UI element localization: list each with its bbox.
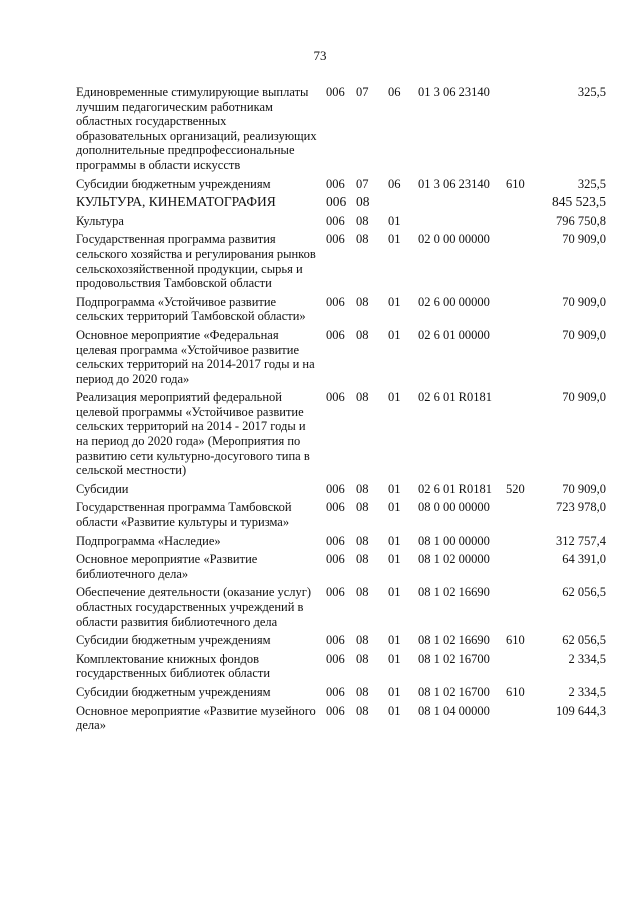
row-ved: 006 bbox=[326, 85, 345, 99]
table-row bbox=[76, 390, 606, 478]
row-pr: 01 bbox=[388, 533, 401, 548]
row-vr bbox=[506, 232, 532, 290]
row-vr bbox=[506, 390, 532, 478]
table-row bbox=[76, 214, 606, 229]
row-ved: 006 bbox=[326, 684, 345, 699]
row-vr bbox=[506, 534, 532, 549]
table-row bbox=[76, 585, 606, 629]
row-name: Субсидии bbox=[76, 481, 129, 496]
row-name: Подпрограмма «Наследие» bbox=[76, 533, 221, 548]
row-name: Единовременные стимулирующие выплаты лучшим педагогическим работникам областных государственных образовательных организаций, реализующих дополнительные предпрофессиональные программы в области искусств bbox=[76, 85, 317, 172]
table-row bbox=[76, 552, 606, 581]
row-pr: 01 bbox=[388, 633, 401, 648]
row-rz: 08 bbox=[356, 481, 369, 496]
row-rz: 08 bbox=[356, 633, 369, 648]
row-name: Государственная программа развития сельского хозяйства и регулирования рынков сельскохозяйственной продукции, сырья и продовольствия Тамбовской области bbox=[76, 232, 316, 291]
row-ved: 006 bbox=[326, 651, 345, 666]
row-rz: 08 bbox=[356, 684, 369, 699]
row-csr: 08 1 02 00000 bbox=[418, 552, 490, 567]
row-csr: 02 0 00 00000 bbox=[418, 232, 490, 247]
row-amount: 70 909,0 bbox=[562, 481, 606, 496]
row-name: Основное мероприятие «Федеральная целевая программа «Устойчивое развитие сельских территорий на 2014-2017 годы и на период до 2020 года» bbox=[76, 327, 315, 386]
row-name: Основное мероприятие «Развитие музейного дела» bbox=[76, 703, 316, 733]
row-ved: 006 bbox=[326, 390, 345, 405]
row-csr: 01 3 06 23140 bbox=[418, 85, 490, 99]
row-pr: 01 bbox=[388, 651, 401, 666]
row-ved: 006 bbox=[326, 194, 347, 210]
row-name: Реализация мероприятий федеральной целевой программы «Устойчивое развитие сельских территорий на 2014 - 2017 годы и на период до 2020 года» (Мероприятия по развитию сети культурно-досугового типа в сельской местности) bbox=[76, 390, 310, 478]
row-pr: 06 bbox=[388, 176, 401, 191]
row-amount: 70 909,0 bbox=[562, 294, 606, 309]
row-pr: 01 bbox=[388, 390, 401, 405]
row-pr: 01 bbox=[388, 585, 401, 600]
row-amount: 62 056,5 bbox=[562, 585, 606, 600]
row-rz: 07 bbox=[356, 85, 369, 99]
budget-table bbox=[76, 85, 606, 737]
row-rz: 08 bbox=[356, 651, 369, 666]
row-name: Субсидии бюджетным учреждениям bbox=[76, 684, 271, 699]
row-ved: 006 bbox=[326, 533, 345, 548]
row-name: Комплектование книжных фондов государственных библиотек области bbox=[76, 651, 271, 681]
row-csr: 08 1 02 16690 bbox=[418, 585, 490, 600]
row-vr bbox=[506, 585, 532, 629]
row-vr bbox=[506, 295, 532, 324]
row-ved: 006 bbox=[326, 294, 345, 309]
row-csr: 02 6 01 R0181 bbox=[418, 481, 492, 496]
row-rz: 08 bbox=[356, 213, 369, 228]
row-rz: 07 bbox=[356, 176, 369, 191]
table-row bbox=[76, 633, 606, 648]
row-pr: 01 bbox=[388, 684, 401, 699]
row-csr bbox=[418, 195, 496, 210]
row-amount: 312 757,4 bbox=[556, 533, 606, 548]
row-pr: 01 bbox=[388, 703, 401, 718]
row-rz: 08 bbox=[356, 390, 369, 405]
row-ved: 006 bbox=[326, 500, 345, 515]
row-amount: 325,5 bbox=[577, 176, 606, 191]
row-amount: 845 523,5 bbox=[552, 194, 606, 210]
table-row bbox=[76, 534, 606, 549]
row-rz: 08 bbox=[356, 585, 369, 600]
row-ved: 006 bbox=[326, 176, 345, 191]
row-rz: 08 bbox=[356, 232, 369, 247]
row-pr: 01 bbox=[388, 232, 401, 247]
row-vr bbox=[506, 85, 532, 173]
row-csr: 08 1 02 16700 bbox=[418, 684, 490, 699]
row-vr: 610 bbox=[506, 633, 525, 648]
row-pr: 01 bbox=[388, 213, 401, 228]
table-row bbox=[76, 704, 606, 733]
row-csr: 08 1 02 16690 bbox=[418, 633, 490, 648]
row-name: Субсидии бюджетным учреждениям bbox=[76, 633, 271, 648]
row-ved: 006 bbox=[326, 703, 345, 718]
table-row bbox=[76, 232, 606, 290]
row-amount: 64 391,0 bbox=[562, 552, 606, 567]
row-vr bbox=[506, 195, 532, 210]
row-name: КУЛЬТУРА, КИНЕМАТОГРАФИЯ bbox=[76, 194, 276, 210]
page-number: 73 bbox=[313, 48, 327, 63]
row-rz: 08 bbox=[356, 194, 370, 210]
table-row bbox=[76, 328, 606, 386]
table-row bbox=[76, 295, 606, 324]
row-pr: 01 bbox=[388, 481, 401, 496]
row-name: Культура bbox=[76, 213, 124, 228]
row-csr: 08 0 00 00000 bbox=[418, 500, 490, 515]
table-row bbox=[76, 500, 606, 529]
row-vr: 520 bbox=[506, 481, 525, 496]
row-csr: 02 6 01 R0181 bbox=[418, 390, 492, 405]
row-rz: 08 bbox=[356, 500, 369, 515]
row-csr: 08 1 02 16700 bbox=[418, 651, 490, 666]
row-amount: 62 056,5 bbox=[562, 633, 606, 648]
row-rz: 08 bbox=[356, 552, 369, 567]
row-ved: 006 bbox=[326, 552, 345, 567]
row-amount: 796 750,8 bbox=[556, 213, 606, 228]
table-row bbox=[76, 85, 606, 173]
row-vr bbox=[506, 214, 532, 229]
row-pr: 01 bbox=[388, 552, 401, 567]
row-vr: 610 bbox=[506, 684, 525, 699]
row-name: Субсидии бюджетным учреждениям bbox=[76, 176, 271, 191]
row-ved: 006 bbox=[326, 213, 345, 228]
row-ved: 006 bbox=[326, 633, 345, 648]
row-csr: 02 6 00 00000 bbox=[418, 294, 490, 309]
row-amount: 2 334,5 bbox=[568, 684, 606, 699]
row-pr: 01 bbox=[388, 500, 401, 515]
row-pr: 06 bbox=[388, 85, 401, 99]
row-vr bbox=[506, 652, 532, 681]
row-amount: 70 909,0 bbox=[562, 390, 606, 405]
table-row bbox=[76, 685, 606, 700]
row-amount: 325,5 bbox=[577, 85, 606, 99]
row-csr: 01 3 06 23140 bbox=[418, 176, 490, 191]
row-ved: 006 bbox=[326, 327, 345, 342]
row-csr: 08 1 04 00000 bbox=[418, 703, 490, 718]
row-csr bbox=[418, 214, 496, 229]
row-vr bbox=[506, 500, 532, 529]
row-ved: 006 bbox=[326, 481, 345, 496]
row-vr bbox=[506, 704, 532, 733]
row-csr: 02 6 01 00000 bbox=[418, 327, 490, 342]
row-name: Обеспечение деятельности (оказание услуг) областных государственных учреждений в области развития библиотечного дела bbox=[76, 585, 312, 629]
row-rz: 08 bbox=[356, 294, 369, 309]
row-vr bbox=[506, 328, 532, 386]
row-amount: 109 644,3 bbox=[556, 703, 606, 718]
row-pr: 01 bbox=[388, 327, 401, 342]
row-vr: 610 bbox=[506, 176, 525, 191]
row-ved: 006 bbox=[326, 232, 345, 247]
row-pr bbox=[388, 195, 410, 210]
table-row bbox=[76, 177, 606, 192]
row-rz: 08 bbox=[356, 327, 369, 342]
row-csr: 08 1 00 00000 bbox=[418, 533, 490, 548]
row-amount: 70 909,0 bbox=[562, 232, 606, 247]
row-amount: 723 978,0 bbox=[556, 500, 606, 515]
table-row bbox=[76, 482, 606, 497]
row-rz: 08 bbox=[356, 533, 369, 548]
row-amount: 2 334,5 bbox=[568, 651, 606, 666]
row-rz: 08 bbox=[356, 703, 369, 718]
row-amount: 70 909,0 bbox=[562, 327, 606, 342]
row-pr: 01 bbox=[388, 294, 401, 309]
table-row bbox=[76, 652, 606, 681]
row-name: Основное мероприятие «Развитие библиотечного дела» bbox=[76, 552, 258, 581]
row-name: Государственная программа Тамбовской области «Развитие культуры и туризма» bbox=[76, 500, 292, 530]
row-vr bbox=[506, 552, 532, 581]
table-row bbox=[76, 195, 606, 210]
row-name: Подпрограмма «Устойчивое развитие сельских территорий Тамбовской области» bbox=[76, 294, 306, 324]
row-ved: 006 bbox=[326, 585, 345, 600]
